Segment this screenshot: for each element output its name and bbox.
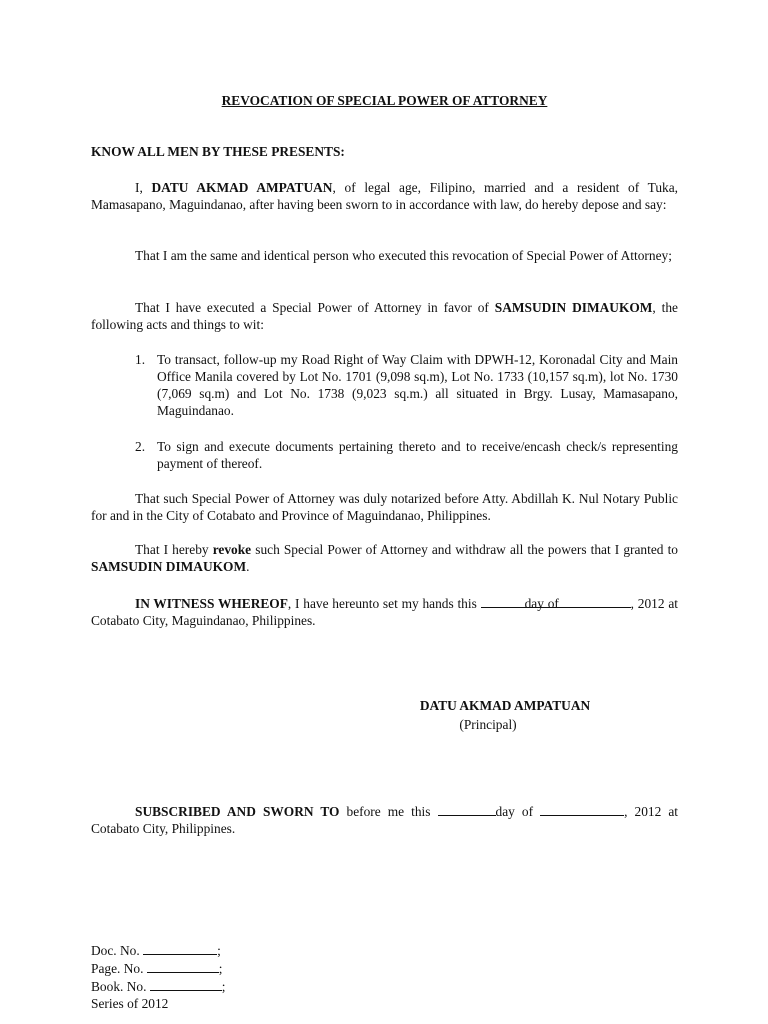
doc-number-line [91, 941, 391, 959]
para3-pre: That I have executed a Special Power of Attorney in favor of [135, 300, 495, 315]
sworn-text2: day of [495, 804, 541, 819]
witness-text1: , I have hereunto set my hands this [287, 596, 481, 611]
revoke-word: revoke [212, 542, 252, 557]
book-blank [150, 977, 222, 991]
witness-text3: , 2012 at Cotabato City, Maguindanao, Philippines. [91, 596, 678, 628]
paragraph-spa [91, 299, 678, 333]
paragraph-witness [91, 594, 678, 629]
para5-pre: That I hereby [135, 542, 213, 557]
paragraph-affiant [91, 179, 678, 213]
para1-pre: I, [135, 180, 152, 195]
list-text: To transact, follow-up my Road Right of Way Claim with DPWH-12, Koronadal City and Main Office Manila covered by Lot No. 1701 (9,098 sq.m), Lot No. 1733 (10,157 sq.m), lot No. 1730 (7,069 sq.m) and Lot No. 1738 (9,023 sq.m.) all situated in Brgy. Lusay, Mamasapano, Maguindanao. [157, 352, 678, 418]
book-number-line [91, 977, 391, 995]
witness-text2: day of [524, 596, 559, 611]
list-number: 2. [135, 439, 146, 454]
page-suffix: ; [218, 961, 223, 976]
paragraph-identity: That I am the same and identical person who executed this revocation of Special Power of Attorney; [135, 248, 672, 263]
signature-role: (Principal) [459, 717, 517, 732]
month-blank [519, 594, 631, 608]
sworn-text3: , 2012 at Cotabato City, Philippines. [91, 804, 678, 836]
sworn-day-blank [438, 802, 496, 816]
sworn-text1: before me this [339, 804, 438, 819]
book-suffix: ; [221, 979, 226, 994]
paragraph-revoke [91, 541, 678, 575]
preamble: KNOW ALL MEN BY THESE PRESENTS: [91, 144, 345, 159]
page-number-line [91, 959, 391, 977]
sworn-lead: SUBSCRIBED AND SWORN TO [135, 804, 340, 819]
list-item [135, 351, 678, 419]
doc-blank [143, 941, 217, 955]
series-line: Series of 2012 [91, 996, 169, 1011]
document-title: REVOCATION OF SPECIAL POWER OF ATTORNEY [221, 93, 548, 108]
doc-suffix: ; [217, 943, 221, 958]
para3-post: , the following acts and things to wit: [91, 300, 679, 332]
list-number: 1. [135, 352, 146, 367]
paragraph-sworn [91, 802, 678, 837]
book-label: Book. No. [91, 979, 150, 994]
principal-name: DATU AKMAD AMPATUAN [151, 180, 333, 195]
page-label: Page. No. [91, 961, 147, 976]
para5-mid: such Special Power of Attorney and withdraw all the powers that I granted to [251, 542, 678, 557]
page-blank [147, 959, 219, 973]
signature-name: DATU AKMAD AMPATUAN [419, 698, 591, 713]
doc-label: Doc. No. [91, 943, 144, 958]
list-text: To sign and execute documents pertaining thereto and to receive/encash check/s representing payment of thereof. [157, 439, 678, 471]
attorney-name: SAMSUDIN DIMAUKOM [91, 559, 247, 574]
para5-post: . [246, 559, 250, 574]
paragraph-notarized: That such Special Power of Attorney was duly notarized before Atty. Abdillah K. Nul Notary Public for and in the City of Cotabato and Province of Maguindanao, Philippines. [91, 491, 678, 523]
attorney-name: SAMSUDIN DIMAUKOM [494, 300, 653, 315]
witness-lead: IN WITNESS WHEREOF [135, 596, 288, 611]
sworn-month-blank [540, 802, 624, 816]
list-item [135, 438, 678, 472]
para1-post: , of legal age, Filipino, married and a resident of Tuka, Mamasapano, Maguindanao, after having been sworn to in accordance with law, do hereby depose and say: [91, 180, 679, 212]
